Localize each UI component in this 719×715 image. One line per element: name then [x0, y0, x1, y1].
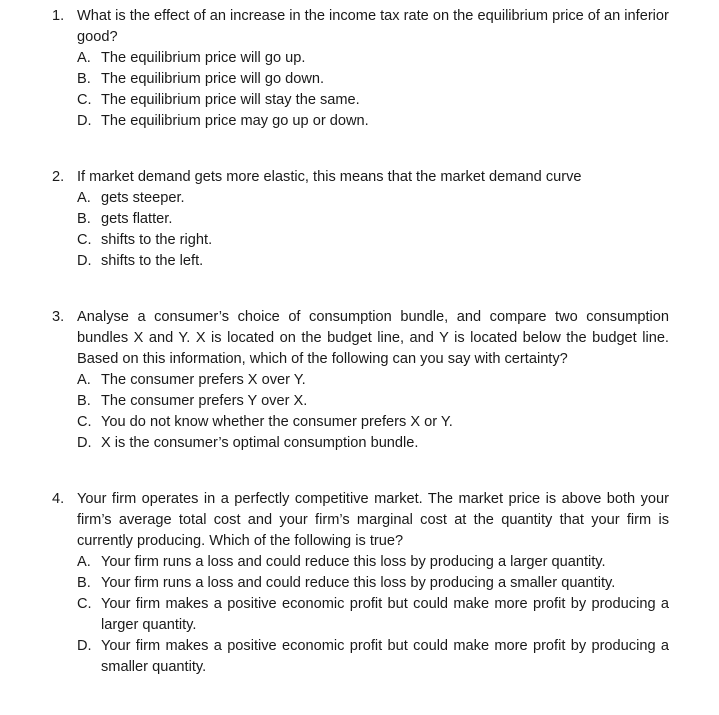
option-c [77, 412, 669, 433]
option-text: X is the consumer’s optimal consumption bundle. [101, 435, 419, 451]
option-text: Your firm makes a positive economic profit but could make more profit by producing a larger quantity. [101, 596, 669, 633]
option-a [77, 188, 669, 209]
option-a [77, 48, 669, 69]
option-letter: A. [77, 190, 91, 206]
option-text: The equilibrium price will go down. [101, 71, 325, 87]
option-text: shifts to the left. [101, 253, 204, 269]
option-text: The consumer prefers Y over X. [101, 393, 308, 409]
option-d [77, 433, 669, 454]
option-text: shifts to the right. [101, 232, 213, 248]
option-c [77, 594, 669, 636]
option-letter: C. [77, 596, 92, 612]
question-4 [52, 489, 669, 678]
document [0, 6, 719, 678]
option-c [77, 230, 669, 251]
option-letter: A. [77, 554, 91, 570]
option-text: Your firm runs a loss and could reduce this loss by producing a smaller quantity. [101, 575, 616, 591]
question-text: What is the effect of an increase in the income tax rate on the equilibrium price of an inferior good? [77, 8, 669, 45]
option-letter: C. [77, 232, 92, 248]
option-text: Your firm runs a loss and could reduce this loss by producing a larger quantity. [101, 554, 606, 570]
option-b [77, 391, 669, 412]
question-number: 3. [52, 309, 65, 325]
option-list [77, 48, 669, 132]
question-number: 2. [52, 169, 65, 185]
option-list [77, 552, 669, 678]
option-letter: D. [77, 638, 92, 654]
option-text: gets steeper. [101, 190, 185, 206]
option-text: The consumer prefers X over Y. [101, 372, 306, 388]
question-2 [52, 167, 669, 272]
option-b [77, 69, 669, 90]
option-letter: A. [77, 50, 91, 66]
option-d [77, 636, 669, 678]
question-text: Analyse a consumer’s choice of consumption bundle, and compare two consumption bundles X and Y. X is located on the budget line, and Y is located below the budget line. Based on this information, which of the following can you say with certainty? [77, 309, 669, 367]
option-d [77, 111, 669, 132]
option-letter: B. [77, 71, 91, 87]
option-b [77, 209, 669, 230]
option-text: You do not know whether the consumer prefers X or Y. [101, 414, 453, 430]
question-number: 1. [52, 8, 65, 24]
option-letter: B. [77, 393, 91, 409]
option-a [77, 552, 669, 573]
option-letter: B. [77, 575, 91, 591]
option-c [77, 90, 669, 111]
option-letter: A. [77, 372, 91, 388]
question-1 [52, 6, 669, 132]
option-letter: D. [77, 253, 92, 269]
option-a [77, 370, 669, 391]
question-3 [52, 307, 669, 454]
option-text: Your firm makes a positive economic profit but could make more profit by producing a smaller quantity. [101, 638, 669, 675]
option-letter: D. [77, 113, 92, 129]
question-text: Your firm operates in a perfectly competitive market. The market price is above both your firm’s average total cost and your firm’s marginal cost at the quantity that your firm is currently producing. Which of the following is true? [77, 491, 669, 549]
option-letter: B. [77, 211, 91, 227]
option-list [77, 370, 669, 454]
question-text: If market demand gets more elastic, this means that the market demand curve [77, 169, 582, 185]
option-text: The equilibrium price will go up. [101, 50, 306, 66]
option-text: The equilibrium price may go up or down. [101, 113, 369, 129]
question-number: 4. [52, 491, 65, 507]
option-letter: C. [77, 414, 92, 430]
option-letter: D. [77, 435, 92, 451]
option-text: gets flatter. [101, 211, 173, 227]
option-b [77, 573, 669, 594]
option-list [77, 188, 669, 272]
option-letter: C. [77, 92, 92, 108]
option-d [77, 251, 669, 272]
option-text: The equilibrium price will stay the same. [101, 92, 360, 108]
